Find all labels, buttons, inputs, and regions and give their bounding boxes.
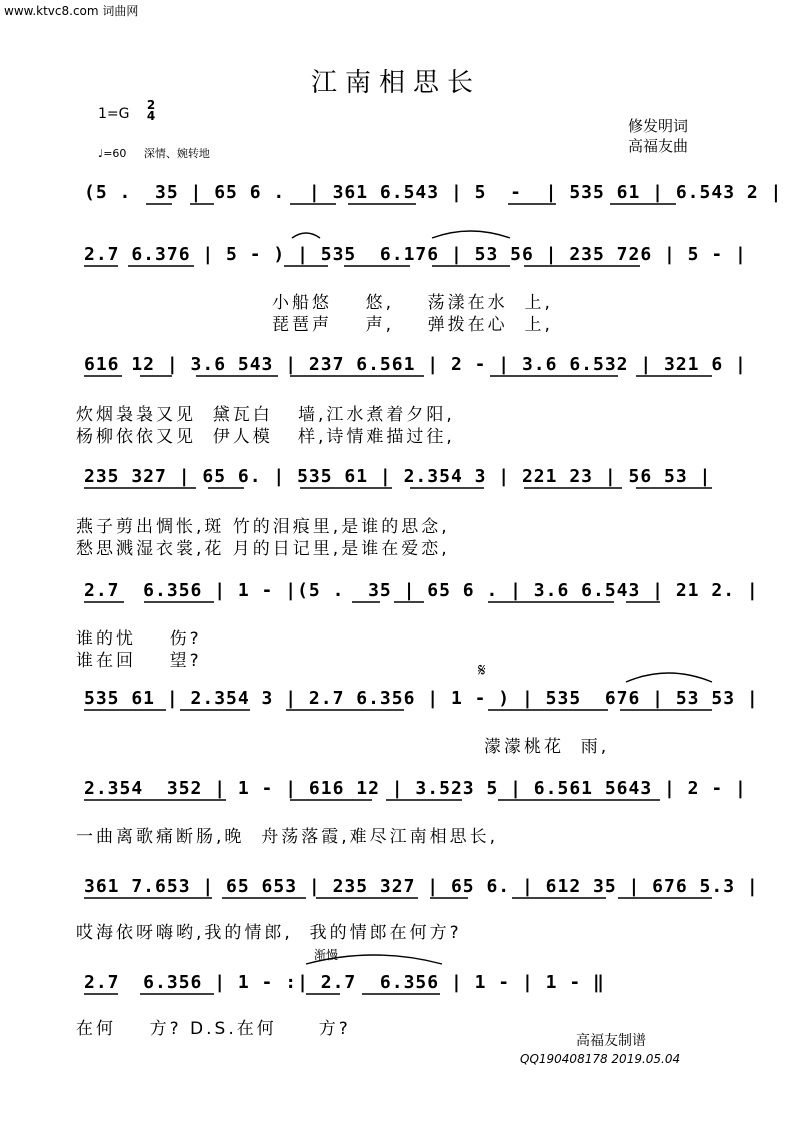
contact-date: QQ190408178 2019.05.04 — [520, 1052, 681, 1066]
lyric-row-3-verse-1: 炊烟袅袅又见 黛瓦白 墙,江水煮着夕阳, — [76, 405, 455, 425]
notation-row-5: 2.7 6.356 | 1 - |(5 . 35 | 65 6 . | 3.6 6.543 | 21 2. | — [84, 580, 759, 601]
lyric-row-2-verse-2: 琵琶声 声, 弹拨在心 上, — [272, 315, 553, 335]
lyric-row-5-verse-2: 谁在回 望? — [76, 651, 202, 671]
lyric-row-2-verse-1: 小船悠 悠, 荡漾在水 上, — [272, 293, 553, 313]
notation-row-6: 535 61 | 2.354 3 | 2.7 6.356 | 1 - ) | 535 676 | 53 53 | — [84, 688, 759, 709]
lyric-row-7: 一曲离歌痛断肠,晚 舟荡落霞,难尽江南相思长, — [76, 827, 499, 847]
time-signature-bottom: 4 — [146, 109, 156, 123]
tempo-marking: ♩=60 深情、婉转地 — [98, 147, 210, 160]
time-signature-top: 2 — [146, 98, 156, 112]
notation-row-4: 235 327 | 65 6. | 535 61 | 2.354 3 | 221 23 | 56 53 | — [84, 466, 712, 487]
lyric-row-8: 哎海依呀嗨哟,我的情郎, 我的情郎在何方? — [76, 923, 462, 943]
composer-credit: 高福友曲 — [628, 137, 689, 155]
notation-row-3: 616 12 | 3.6 543 | 237 6.561 | 2 - | 3.6 6.532 | 321 6 | — [84, 354, 747, 375]
lyric-row-4-verse-1: 燕子剪出惆怅,斑 竹的泪痕里,是谁的思念, — [76, 517, 450, 537]
gradual-slowdown-marking: 渐慢 — [314, 948, 339, 962]
notation-row-9: 2.7 6.356 | 1 - :| 2.7 6.356 | 1 - | 1 - ‖ — [84, 972, 605, 993]
song-title: 江南相思长 — [310, 68, 481, 98]
notation-row-2: 2.7 6.376 | 5 - ) | 535 6.176 | 53 56 | 235 726 | 5 - | — [84, 244, 747, 265]
segno-sign: 𝄋 — [478, 660, 486, 681]
notation-row-1: (5 . 35 | 65 6 . | 361 6.543 | 5 - | 535 61 | 6.543 2 | — [84, 182, 783, 203]
lyric-row-5-verse-1: 谁的忧 伤? — [76, 629, 202, 649]
lyric-row-6: 濛濛桃花 雨, — [484, 737, 610, 757]
lyric-row-4-verse-2: 愁思溅湿衣裳,花 月的日记里,是谁在爱恋, — [76, 539, 450, 559]
lyric-row-3-verse-2: 杨柳依依又见 伊人模 样,诗情难描过往, — [76, 427, 455, 447]
notation-row-7: 2.354 352 | 1 - | 616 12 | 3.523 5 | 6.561 5643 | 2 - | — [84, 778, 747, 799]
site-watermark: www.ktvc8.com 词曲网 — [4, 4, 139, 18]
notation-row-8: 361 7.653 | 65 653 | 235 327 | 65 6. | 612 35 | 676 5.3 | — [84, 876, 759, 897]
arranger-credit: 高福友制谱 — [576, 1033, 646, 1049]
lyricist-credit: 修发明词 — [628, 117, 689, 135]
key-signature: 1=G — [98, 106, 130, 122]
lyric-row-9: 在何 方? D.S.在何 方? — [76, 1019, 351, 1039]
